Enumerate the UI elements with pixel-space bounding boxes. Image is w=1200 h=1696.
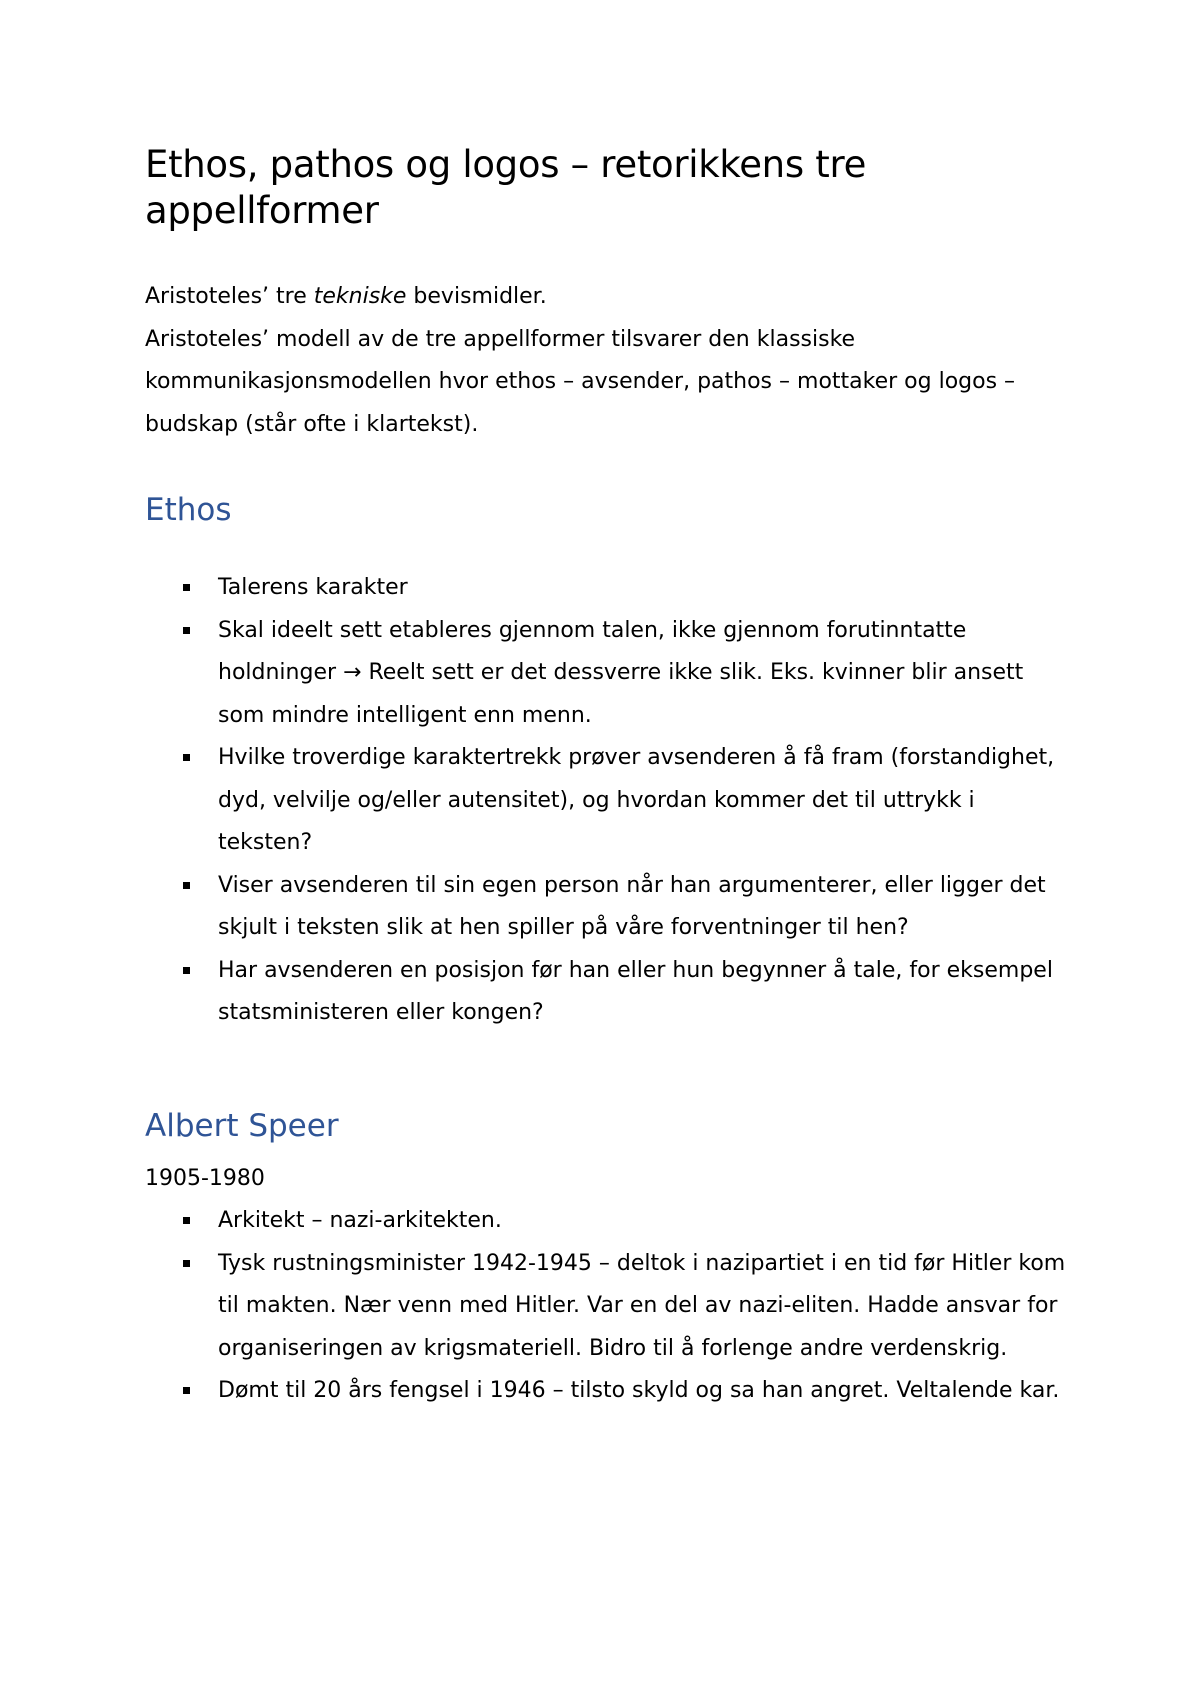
list-item: [145, 1370, 1075, 1413]
intro-paragraph: Aristoteles’ modell av de tre appellformer tilsvarer den klassiske kommunikasjonsmodellen hvor ethos – avsender, pathos – mottaker og logos – budskap (står ofte i klartekst).: [145, 326, 1016, 437]
section-heading-ethos: Ethos: [145, 492, 232, 528]
list-item-text: Dømt til 20 års fengsel i 1946 – tilsto skyld og sa han angret. Veltalende kar.: [218, 1378, 1060, 1403]
bullet-square-icon: [183, 627, 190, 634]
list-item-text: Hvilke troverdige karaktertrekk prøver avsenderen å få fram (forstandighet, dyd, velvilje og/eller autensitet), og hvordan kommer det til uttrykk i teksten?: [218, 745, 1055, 855]
list-item-text: Talerens karakter: [218, 575, 408, 600]
lifespan-text: 1905-1980: [145, 1166, 265, 1191]
list-item: [145, 865, 1075, 950]
bullet-square-icon: [183, 1260, 190, 1267]
list-item-text: Arkitekt – nazi-arkitekten.: [218, 1208, 502, 1233]
list-item: [145, 610, 1075, 738]
bullet-square-icon: [183, 1387, 190, 1394]
list-item-text: Har avsenderen en posisjon før han eller hun begynner å tale, for eksempel statsministeren eller kongen?: [218, 957, 1053, 1025]
bullet-square-icon: [183, 754, 190, 761]
list-item: [145, 1243, 1075, 1371]
intro-line-before: Aristoteles’ tre: [145, 284, 314, 309]
list-item: [145, 950, 1075, 1035]
bullet-square-icon: [183, 584, 190, 591]
list-item: [145, 567, 1075, 610]
speer-bullet-list: [145, 1200, 1075, 1413]
list-item: [145, 1200, 1075, 1243]
intro-line-italic: tekniske: [313, 284, 407, 309]
list-item-text: Tysk rustningsminister 1942-1945 – deltok i nazipartiet i en tid før Hitler kom til makten. Nær venn med Hitler. Var en del av nazi-eliten. Hadde ansvar for organiseringen av krigsmateriell. Bidro til å forlenge andre verdenskrig.: [218, 1250, 1066, 1361]
intro: [145, 276, 1075, 446]
list-item-text: Skal ideelt sett etableres gjennom talen, ikke gjennom forutinntatte holdninger → Reelt sett er det dessverre ikke slik. Eks. kvinner blir ansett som mindre intelligent enn menn.: [218, 617, 1024, 728]
document-title: Ethos, pathos og logos – retorikkens tre appellformer: [145, 143, 867, 232]
list-item: [145, 737, 1075, 865]
bullet-square-icon: [183, 1217, 190, 1224]
intro-line: [145, 276, 1075, 319]
ethos-bullet-list: [145, 567, 1075, 1035]
bullet-square-icon: [183, 967, 190, 974]
list-item-text: Viser avsenderen til sin egen person når han argumenterer, eller ligger det skjult i teksten slik at hen spiller på våre forventninger til hen?: [218, 872, 1046, 940]
section-heading-albert-speer: Albert Speer: [145, 1108, 339, 1144]
bullet-square-icon: [183, 882, 190, 889]
intro-line-after: bevismidler.: [406, 284, 547, 309]
